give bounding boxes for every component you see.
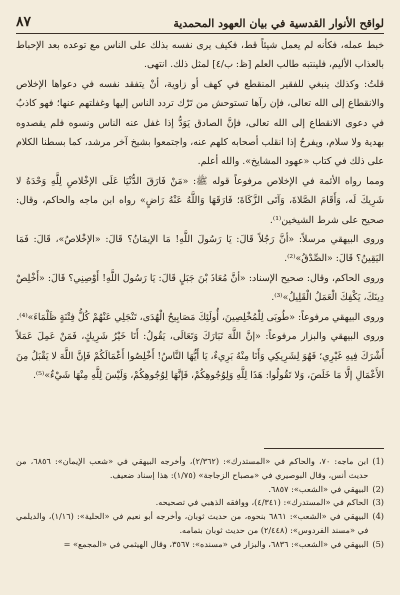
footnote-5	[16, 538, 384, 552]
paragraph-6: وروى البيهقي مرفوعاً: «طُوبَى لِلْمُخْلِصِينَ، أُولَئِكَ مَصَابِيحُ الْهُدَى، تَنْجَلِي عَنْهُمْ كُلُّ فِتْنَةٍ ظَلْمَاءَ»⁽⁴⁾.	[16, 311, 384, 323]
footnote-2	[16, 483, 384, 497]
paragraph-7: وروى البيهقي والبزار مرفوعاً: «إنَّ اللَّهَ تَبَارَكَ وَتَعَالَى، يَقُولُ: أَنَا خَيْرُ شَرِيكٍ، فَمَنْ عَمِلَ عَمَلاً أَشْرَكَ فِيهِ غَيْرِي؛ فَهُوَ لِشَرِيكِي وَأَنَا مِنْهُ بَرِيءٌ، يَا أَيُّهَا النَّاسُ! أَخْلِصُوا أَعْمَالَكُمْ فَإنَّ اللَّهَ لا يَقْبَلُ مِنَ الأَعْمَالِ إلَّا مَا خَلَصَ، وَلا تَقُولُوا: هَذَا لِلَّهِ وَلِوُجُوهِكُمْ، فَإنَّهَا لِوُجُوهِكُمْ، وَلَيْسَ لِلَّهِ مِنْهَا شَيْءٌ»⁽⁵⁾.	[16, 331, 384, 381]
footnote-4	[16, 510, 384, 538]
paragraph-1: خبط عمله، فكأنه لم يعمل شيئاً قط، فكيف يرى نفسه بذلك على الناس مع توعده بعد الإحباط بالعذاب الأليم، فلينتبه طالب العلم [ظ: ب/٤] لمثل ذلك. انتهى.	[16, 40, 384, 71]
main-text	[16, 36, 384, 385]
footnote-text: البيهقي في «الشعب»: ٦٨٦١ بنحوه، من حديث ثوبان، وأخرجه أبو نعيم في «الحلية»: (١/١٦)، والديلمي في «مسند الفردوس»: (٢/٤٤٨) من حديث ثوبان بتمامه.	[16, 511, 369, 535]
footnote-3	[16, 496, 384, 510]
paragraph-5: وروى الحاكم، وقال: صحيح الإسناد: «أنَّ مُعَاذَ بْنَ جَبَلٍ قَالَ: يَا رَسُولَ اللَّهِ! أَوْصِنِي؟ قَالَ: «أَخْلِصْ دِينَكَ، يَكْفِكَ الْعَمَلُ الْقَلِيلُ»⁽³⁾.	[16, 272, 384, 304]
header-title: لواقح الأنوار القدسية في بيان العهود المحمدية	[173, 17, 384, 30]
footnotes	[16, 455, 384, 552]
running-header	[16, 8, 384, 34]
footnote-text: البيهقي في «الشعب»: ٦٨٣٦، والبزار في «مسنده»: ٣٥٦٧، وقال الهيثمي في «المجمع» =	[63, 538, 369, 549]
paragraph-2: قلتُ: وكذلك ينبغي للفقير المنقطع في كهف أو زاوية، أنْ يتفقد نفسه في دعواها الإخلاص والانقطاع إلى الله تعالى، فإن رآها تستوحش من تَرْك تردد الناس إليها وغفلتهم عنها؛ فهو كاذبٌ في دعوى الانقطاع إلى الله تعالى، فإنَّ الصادق يَوَدُّ إذا غفل عنه الناس ونسوه فلم يقصدوه بهدية ولا سلام، ويفرحُ إذا انقلب أصحابه كلهم عنه، واجتمعوا بشيخ آخر مرشد، كما بسطنا الكلام على ذلك في كتاب «عهود المشايخ». والله أعلم.	[16, 78, 384, 168]
footnote-number: (5)	[372, 538, 384, 549]
paragraph-4: وروى البيهقي مرسلاً: «أنَّ رَجُلاً قَالَ: يَا رَسُولَ اللَّهِ! مَا الإيمَانُ؟ قَالَ: «الإخْلاصُ»، قَالَ: فَمَا اليَقِينُ؟ قَالَ: «الصِّدْقُ»⁽²⁾.	[16, 234, 384, 265]
paragraph-3: ومما رواه الأئمة في الإخلاص مرفوعاً قوله ﷺ: «مَنْ فَارَقَ الدُّنْيَا عَلَى الإخْلاصِ لِلَّهِ وَحْدَهُ لا شَرِيكَ لَه، وَأَقَامَ الصَّلاةَ، وَآتَى الزَّكَاةَ؛ فَارَقَهَا وَاللَّهُ عَنْهُ رَاضٍ» رواه ابن ماجه والحاكم، وقال: صحيح على شرط الشيخين⁽¹⁾.	[16, 175, 384, 226]
footnote-text: البيهقي في «الشعب»: ٦٨٥٧.	[268, 483, 369, 494]
page-number: ٨٧	[16, 14, 32, 30]
footnote-text: الحاكم في «المستدرك»: (٤/٣٤١)، ووافقه الذهبي في تصحيحه.	[155, 497, 369, 508]
footnote-number: (4)	[372, 511, 384, 522]
footnote-1	[16, 455, 384, 483]
footnote-text: ابن ماجه: ٧٠، والحاكم في «المستدرك»: (٢/٣٦٢)، وأخرجه البيهقي في «شعب الإيمان»: ٦٨٥٦، من حديث أنس، وقال البوصيري في «مصباح الزجاجة» (١/٧٥): هذا إسناد ضعيف.	[16, 456, 369, 480]
footnote-number: (2)	[372, 483, 384, 494]
footnote-separator	[264, 448, 384, 449]
footnote-number: (3)	[372, 497, 384, 508]
footnote-number: (1)	[372, 456, 384, 466]
